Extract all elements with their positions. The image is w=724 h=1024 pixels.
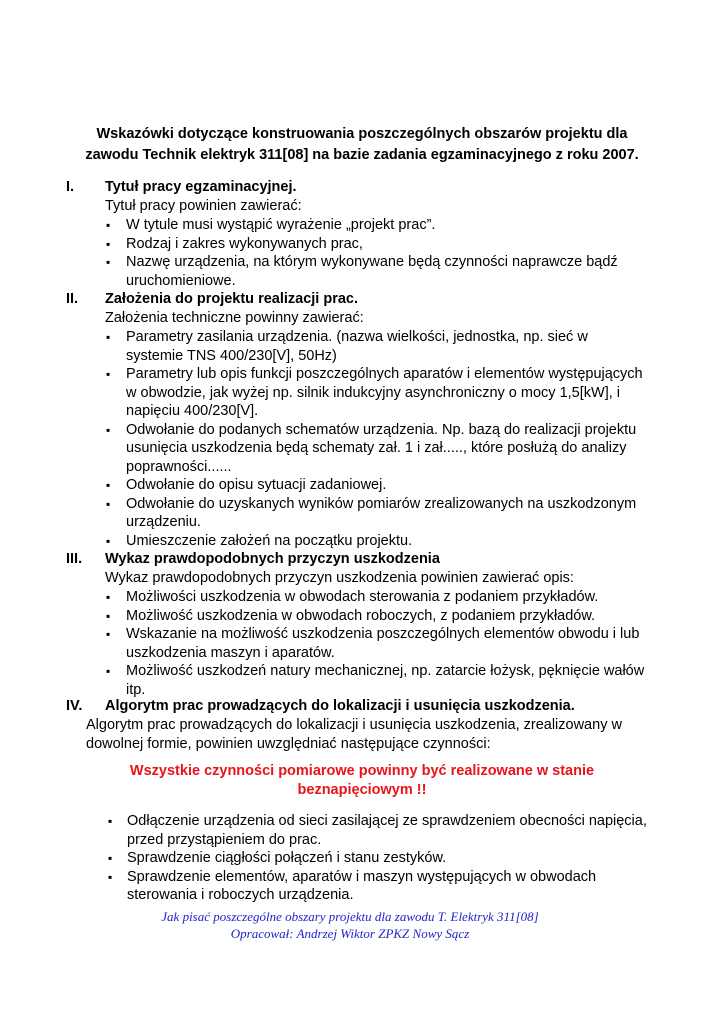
warning-line-1: Wszystkie czynności pomiarowe powinny być realizowane w stanie [129, 763, 595, 779]
list-item: ▪ Parametry lub opis funkcji poszczególnych aparatów i elementów występujących w obwodzie, jak wyżej np. silnik indukcyjny asynchroniczny o mocy 1,5[kW], i napięciu 400/230[V]. [0, 365, 646, 421]
title-line-2: zawodu Technik elektryk 311[08] na bazie zadania egzaminacyjnego z roku 2007. [85, 147, 639, 163]
section-4-steps [0, 812, 724, 905]
list-item: ▪ Odwołanie do opisu sytuacji zadaniowej. [0, 476, 646, 495]
list-item: ▪ Nazwę urządzenia, na którym wykonywane będą czynności naprawcze bądź uruchomieniowe. [0, 253, 646, 290]
title-line-1: Wskazówki dotyczące konstruowania poszczególnych obszarów projektu dla [96, 126, 628, 142]
section-1-number: I. [66, 179, 75, 195]
section-2 [0, 290, 724, 550]
section-3-intro: Wykaz prawdopodobnych przyczyn uszkodzenia powinien zawierać opis: [105, 570, 574, 586]
list-item: ▪ Odwołanie do uzyskanych wyników pomiarów zrealizowanych na uszkodzonym urządzeniu. [0, 495, 646, 532]
list-item: ▪ Wskazanie na możliwość uszkodzenia poszczególnych elementów obwodu i lub uszkodzenia maszyn i aparatów. [0, 625, 646, 662]
section-2-heading: Założenia do projektu realizacji prac. [105, 291, 359, 307]
section-3 [0, 550, 724, 699]
list-item: ▪ Sprawdzenie ciągłości połączeń i stanu zestyków. [0, 849, 647, 868]
section-4 [0, 697, 724, 753]
section-4-list [0, 812, 724, 905]
section-1-intro: Tytuł pracy powinien zawierać: [105, 198, 302, 214]
list-item: ▪ Umieszczenie założeń na początku projektu. [0, 532, 646, 551]
list-item: ▪ Możliwości uszkodzenia w obwodach sterowania z podaniem przykładów. [0, 588, 646, 607]
document-title [0, 124, 724, 166]
section-2-list [0, 328, 724, 550]
section-1-heading: Tytuł pracy egzaminacyjnej. [105, 179, 297, 195]
page-footer [0, 908, 700, 942]
section-4-intro: Algorytm prac prowadzących do lokalizacji i usunięcia uszkodzenia, zrealizowany w dowolnej formie, powinien uwzględniać następujące czynności: [86, 717, 622, 752]
list-item: ▪ Możliwość uszkodzenia w obwodach roboczych, z podaniem przykładów. [0, 607, 646, 626]
section-1-list [0, 216, 724, 290]
warning-line-2: beznapięciowym !! [297, 782, 427, 798]
footer-line-2: Opracował: Andrzej Wiktor ZPKZ Nowy Sącz [230, 926, 470, 941]
section-2-number: II. [66, 291, 79, 307]
section-2-intro: Założenia techniczne powinny zawierać: [105, 310, 364, 326]
list-item: ▪ Sprawdzenie elementów, aparatów i maszyn występujących w obwodach sterowania i roboczych urządzenia. [0, 868, 647, 905]
section-3-list [0, 588, 724, 699]
list-item: ▪ Odłączenie urządzenia od sieci zasilającej ze sprawdzeniem obecności napięcia, przed przystąpieniem do prac. [0, 812, 647, 849]
list-item: ▪ W tytule musi wystąpić wyrażenie „projekt prac”. [0, 216, 646, 235]
warning-note [0, 762, 724, 800]
list-item: ▪ Parametry zasilania urządzenia. (nazwa wielkości, jednostka, np. sieć w systemie TNS 400/230[V], 50Hz) [0, 328, 646, 365]
section-3-number: III. [66, 551, 83, 567]
section-3-heading: Wykaz prawdopodobnych przyczyn uszkodzenia [105, 551, 440, 567]
section-1 [0, 178, 724, 290]
section-4-number: IV. [66, 698, 83, 714]
list-item: ▪ Możliwość uszkodzeń natury mechanicznej, np. zatarcie łożysk, pęknięcie wałów itp. [0, 662, 646, 699]
footer-line-1: Jak pisać poszczególne obszary projektu dla zawodu T. Elektryk 311[08] [161, 909, 539, 924]
section-4-heading: Algorytm prac prowadzących do lokalizacji i usunięcia uszkodzenia. [105, 698, 575, 714]
list-item: ▪ Odwołanie do podanych schematów urządzenia. Np. bazą do realizacji projektu usunięcia uszkodzenia będą schematy zał. 1 i zał....., które posłużą do analizy poprawności...... [0, 421, 646, 477]
list-item: ▪ Rodzaj i zakres wykonywanych prac, [0, 235, 646, 254]
